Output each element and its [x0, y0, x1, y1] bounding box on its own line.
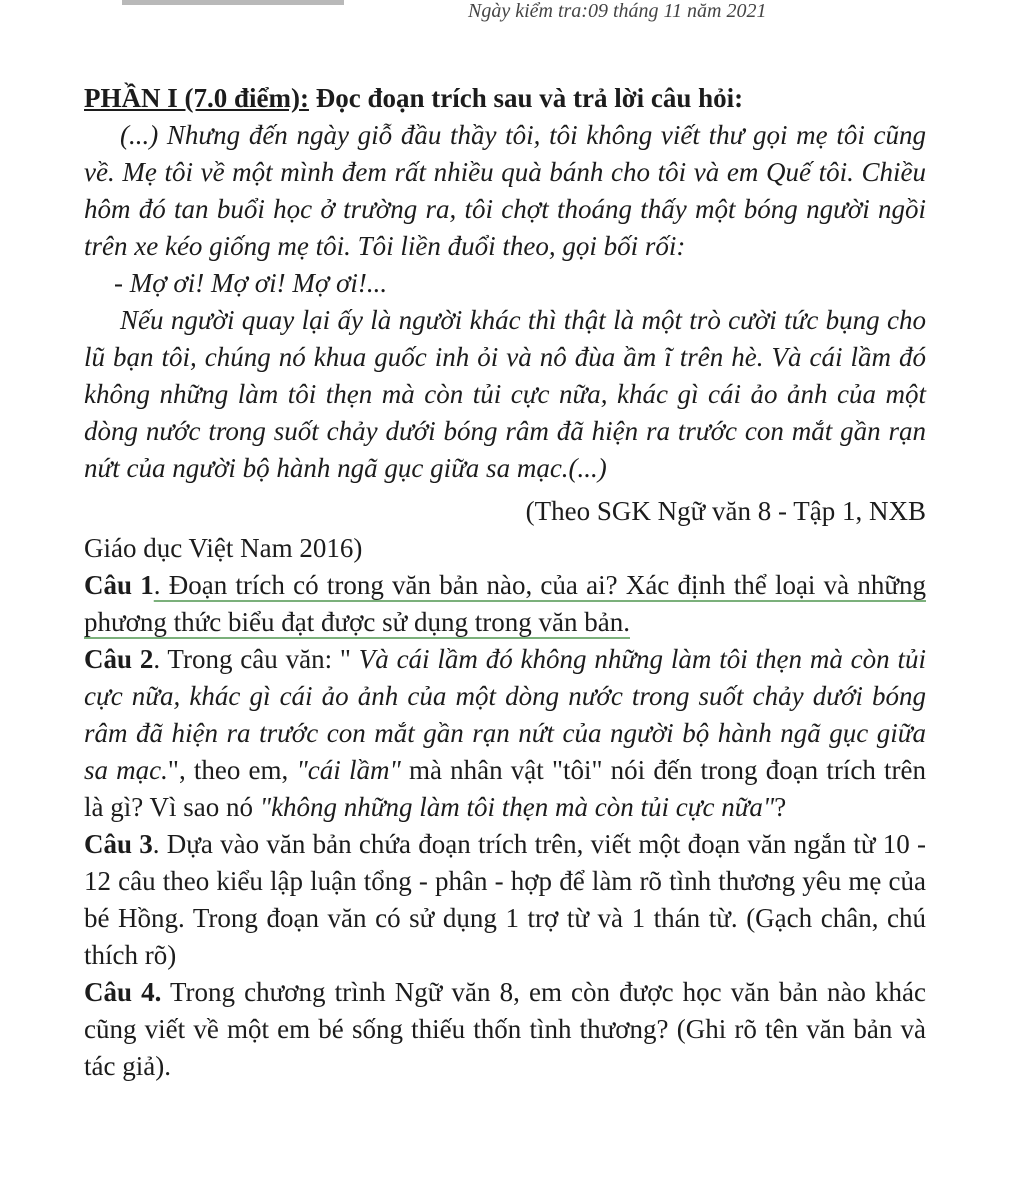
section-label: PHẦN I (7.0 điểm):	[84, 83, 309, 113]
excerpt-dialogue: - Mợ ơi! Mợ ơi! Mợ ơi!...	[114, 268, 388, 298]
question-2-quote-2: "không những làm tôi thẹn mà còn tủi cực nữa"	[259, 792, 775, 822]
question-2-text-b: ", theo em,	[167, 755, 297, 785]
section-instruction: Đọc đoạn trích sau và trả lời câu hỏi:	[315, 83, 744, 113]
source-citation: (Theo SGK Ngữ văn 8 - Tập 1, NXB	[525, 496, 926, 526]
question-2-text-c: mà nhân vật "tôi" nói đến trong đoạn trích trên là gì? Vì sao nó	[84, 755, 926, 822]
question-2-term: "cái lầm"	[296, 755, 401, 785]
question-1-label: Câu 1	[84, 570, 154, 600]
source-citation-cont: Giáo dục Việt Nam 2016)	[84, 533, 363, 563]
top-cropped-bar	[122, 0, 344, 5]
question-2-label: Câu 2	[84, 644, 154, 674]
question-1-text: . Đoạn trích có trong văn bản nào, của ai? Xác định thể loại và những phương thức biểu đạt được sử dụng trong văn bản.	[84, 570, 927, 637]
question-2-text-d: ?	[774, 792, 787, 822]
excerpt-paragraph-2: Nếu người quay lại ấy là người khác thì thật là một trò cười tức bụng cho lũ bạn tôi, chúng nó khua guốc inh ỏi và nô đùa ầm ĩ trên hè. Và cái lầm đó không những làm tôi thẹn mà còn tủi cực nữa, khác gì cái ảo ảnh của một dòng nước trong suốt chảy dưới bóng râm đã hiện ra trước con mắt gần rạn nứt của người bộ hành ngã gục giữa sa mạc.(...)	[84, 305, 926, 483]
exam-date: Ngày kiểm tra:09 tháng 11 năm 2021	[468, 0, 767, 22]
section-heading	[84, 80, 926, 117]
question-1	[84, 567, 926, 641]
exam-page	[84, 80, 926, 1085]
question-3-text: . Dựa vào văn bản chứa đoạn trích trên, viết một đoạn văn ngắn từ 10 - 12 câu theo kiểu lập luận tổng - phân - hợp để làm rõ tình thương yêu mẹ của bé Hồng. Trong đoạn văn có sử dụng 1 trợ từ và 1 thán từ. (Gạch chân, chú thích rõ)	[84, 829, 927, 970]
question-3	[84, 826, 926, 974]
question-3-label: Câu 3	[84, 829, 153, 859]
question-2-text-a: . Trong câu văn: "	[153, 644, 351, 674]
question-2-quote: Và cái lầm đó không những làm tôi thẹn mà còn tủi cực nữa, khác gì cái ảo ảnh của một dòng nước trong suốt chảy dưới bóng râm đã hiện ra trước con mắt gần rạn nứt của người bộ hành ngã gục giữa sa mạc.	[84, 644, 926, 785]
question-4-label: Câu 4.	[84, 977, 162, 1007]
question-2	[84, 641, 926, 826]
question-4	[84, 974, 926, 1085]
excerpt-paragraph-1: (...) Nhưng đến ngày giỗ đầu thầy tôi, tôi không viết thư gọi mẹ tôi cũng về. Mẹ tôi về một mình đem rất nhiều quà bánh cho tôi và em Quế tôi. Chiều hôm đó tan buổi học ở trường ra, tôi chợt thoáng thấy một bóng người ngồi trên xe kéo giống mẹ tôi. Tôi liền đuổi theo, gọi bối rối:	[84, 120, 926, 261]
question-4-text: Trong chương trình Ngữ văn 8, em còn được học văn bản nào khác cũng viết về một em bé sống thiếu thốn tình thương? (Ghi rõ tên văn bản và tác giả).	[84, 977, 927, 1081]
